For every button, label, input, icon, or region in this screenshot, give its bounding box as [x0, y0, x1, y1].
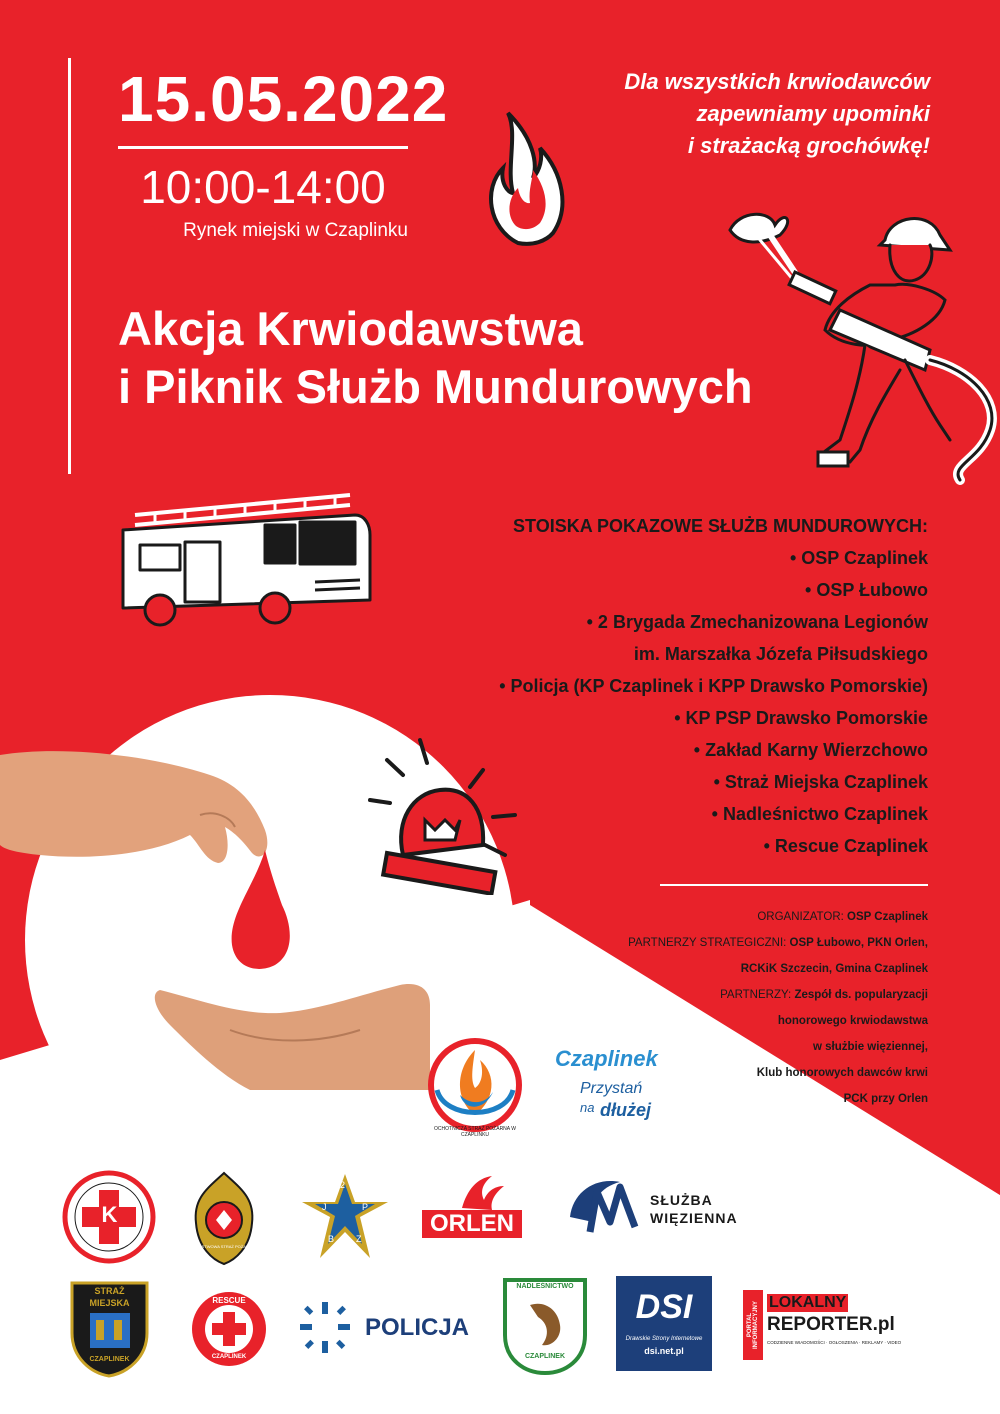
brigade-letter: Z	[356, 1234, 362, 1244]
nadl-top: NADLEŚNICTWO	[516, 1283, 574, 1290]
portal-side-text: PORTAL INFORMACYJNY	[747, 1301, 759, 1350]
psp-logo	[188, 1168, 260, 1268]
czaplinek-slogan-3: dłużej	[600, 1100, 652, 1120]
partners-value: honorowego krwiodawstwa	[777, 1015, 928, 1027]
credits-divider	[660, 884, 928, 886]
partners-label: PARTNERZY:	[720, 989, 792, 1001]
strategic-label: PARTNERZY STRATEGICZNI:	[628, 937, 787, 949]
psp-text: PAŃSTWOWA STRAŻ POŻARNA	[193, 1244, 255, 1249]
straz-miejska-logo	[62, 1278, 157, 1378]
osp-czaplinek-logo	[425, 1030, 525, 1140]
sluzba-wiezienna-logo	[565, 1172, 745, 1242]
event-title	[118, 300, 753, 416]
stand-item: • OSP Czaplinek	[789, 548, 928, 568]
partners-line	[480, 1034, 928, 1060]
osp-ring-text: OCHOTNICZA STRAŻ POŻARNA W CZAPLINKU	[434, 1126, 516, 1138]
czaplinek-name: Czaplinek	[555, 1046, 658, 1071]
stands-heading: STOISKA POKAZOWE SŁUŻB MUNDUROWYCH:	[513, 516, 928, 536]
organizer-label: ORGANIZATOR:	[757, 911, 844, 923]
event-time: 10:00-14:00	[140, 161, 386, 213]
tagline-line2: zapewniamy upominki	[696, 101, 930, 126]
partners-line	[480, 1008, 928, 1034]
orlen-eagle-icon	[422, 1170, 522, 1215]
credits	[480, 904, 928, 1112]
partners-line	[480, 982, 928, 1008]
sw-line-1: SŁUŻBA	[650, 1192, 713, 1208]
orlen-wordmark: ORLEN	[422, 1210, 522, 1238]
strategic-value-1: OSP Łubowo, PKN Orlen,	[789, 937, 928, 949]
partners-value: Klub honorowych dawców krwi	[756, 1067, 928, 1079]
organizer-value: OSP Czaplinek	[847, 911, 928, 923]
partners-value: PCK przy Orlen	[843, 1093, 928, 1105]
date-divider	[118, 146, 408, 149]
policja-wordmark: POLICJA	[365, 1314, 470, 1341]
stand-item: • Nadleśnictwo Czaplinek	[711, 804, 928, 824]
osp-logo-icon	[425, 1030, 525, 1140]
stand-item: • Straż Miejska Czaplinek	[713, 772, 928, 792]
sm-top: STRAŻ	[94, 1286, 125, 1296]
strategic-line	[480, 930, 928, 956]
czaplinek-logo	[550, 1040, 660, 1150]
stand-item: • Policja (KP Czaplinek i KPP Drawsko Pomorskie)	[499, 676, 928, 696]
event-place: Rynek miejski w Czaplinku	[183, 220, 408, 241]
psp-badge-icon	[188, 1168, 260, 1268]
lokalny-line-1: LOKALNY	[769, 1294, 847, 1311]
partners-value: Zespół ds. popularyzacji	[794, 989, 928, 1001]
lokalny-line-2: REPORTER.pl	[767, 1314, 895, 1335]
flame-icon	[478, 108, 578, 258]
rckik-letter: K	[101, 1202, 118, 1227]
strategic-line-2	[480, 956, 928, 982]
lokalny-reporter-logo	[743, 1290, 918, 1360]
stand-item: • 2 Brygada Zmechanizowana Legionów	[586, 612, 928, 632]
nadlesnictwo-badge-icon	[500, 1275, 590, 1375]
rescue-logo	[190, 1290, 268, 1368]
sm-mid: MIEJSKA	[89, 1298, 130, 1308]
partners-line	[480, 1060, 928, 1086]
lokalny-sub: CODZIENNE WIADOMOŚCI · OGŁOSZENIA · REKLAMY · VIDEO	[767, 1340, 902, 1345]
brigade-letter: J	[322, 1202, 327, 1212]
small-flame-icon	[880, 1145, 940, 1205]
sw-line-2: WIĘZIENNA	[650, 1210, 738, 1226]
partners-line	[480, 1086, 928, 1112]
stand-item: • KP PSP Drawsko Pomorskie	[674, 708, 928, 728]
firefighter-illustration	[700, 200, 1000, 485]
sm-bottom: CZAPLINEK	[89, 1356, 130, 1363]
tagline-line3: i strażacką grochówkę!	[687, 133, 930, 158]
stand-item: • Zakład Karny Wierzchowo	[693, 740, 928, 760]
dsi-line-2: dsi.net.pl	[644, 1346, 684, 1356]
tagline-line1: Dla wszystkich krwiodawców	[624, 69, 930, 94]
event-title-line1: Akcja Krwiodawstwa	[118, 302, 583, 355]
rescue-top: RESCUE	[212, 1296, 246, 1305]
stand-item: • OSP Łubowo	[805, 580, 928, 600]
rescue-bottom: CZAPLINEK	[211, 1354, 247, 1360]
organizer-line	[480, 904, 928, 930]
stand-item: im. Marszałka Józefa Piłsudskiego	[633, 644, 928, 664]
stand-item: • Rescue Czaplinek	[763, 836, 928, 856]
nadlesnictwo-logo	[500, 1275, 590, 1375]
partners-value: w służbie więziennej,	[812, 1041, 928, 1053]
policja-logo	[295, 1300, 475, 1355]
brigade-letter: 2	[340, 1180, 346, 1190]
dsi-logo	[616, 1276, 712, 1371]
event-date: 15.05.2022	[118, 63, 449, 135]
orlen-logo	[422, 1170, 522, 1240]
strategic-value-2: RCKiK Szczecin, Gmina Czaplinek	[740, 963, 928, 975]
rckik-logo	[62, 1170, 157, 1265]
event-title-line2: i Piknik Służb Mundurowych	[118, 360, 753, 413]
sw-emblem-icon	[565, 1172, 640, 1242]
header-vertical-rule	[68, 58, 71, 474]
brigade-letter: P	[362, 1202, 369, 1212]
alarm-light-icon	[365, 735, 535, 895]
nadl-bottom: CZAPLINEK	[524, 1353, 566, 1360]
dsi-line-1: Drawskie Strony Internetowe	[625, 1336, 703, 1342]
policja-star-icon	[295, 1300, 355, 1355]
brigade-logo	[300, 1172, 390, 1260]
czaplinek-slogan-1: Przystań	[580, 1080, 643, 1097]
tagline	[520, 66, 930, 162]
czaplinek-slogan-2: na	[580, 1100, 595, 1115]
dsi-wordmark: DSI	[635, 1288, 693, 1326]
brigade-letter: B	[328, 1234, 335, 1244]
